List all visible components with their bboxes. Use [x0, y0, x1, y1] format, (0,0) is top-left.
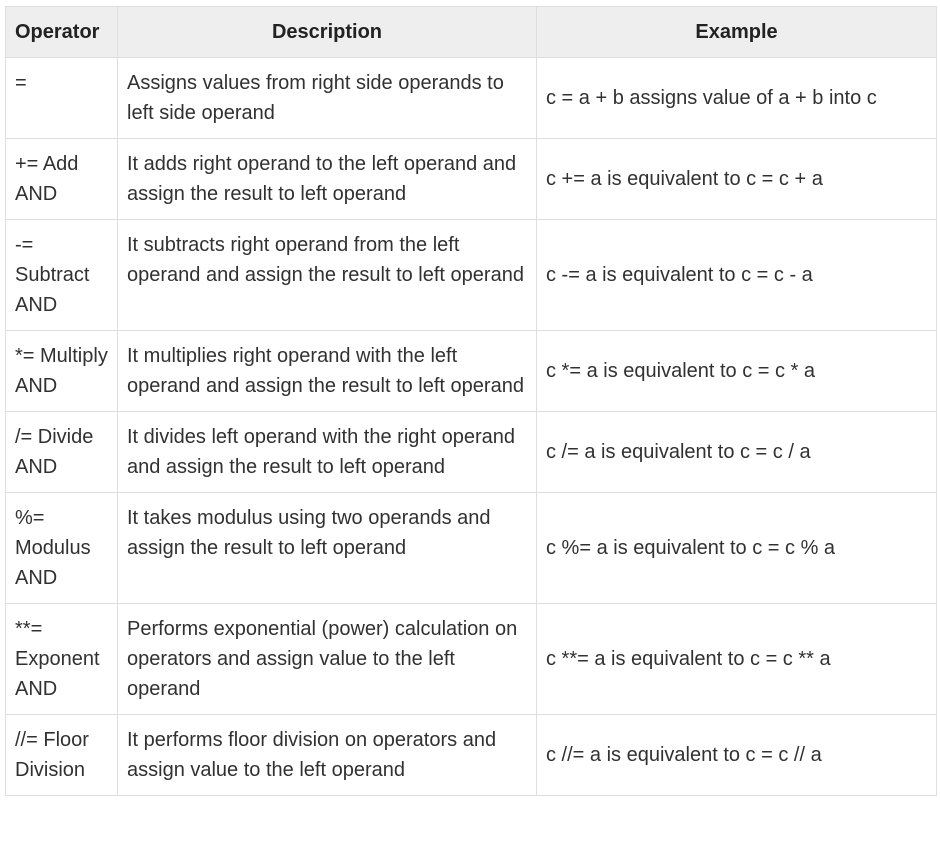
- operator-cell: **= Exponent AND: [6, 604, 118, 715]
- description-cell: Assigns values from right side operands to left side operand: [118, 58, 537, 139]
- table-row: [6, 604, 937, 715]
- description-cell: It divides left operand with the right operand and assign the result to left operand: [118, 412, 537, 493]
- header-row: [6, 7, 937, 58]
- description-cell: It multiplies right operand with the left operand and assign the result to left operand: [118, 331, 537, 412]
- operator-cell: -= Subtract AND: [6, 220, 118, 331]
- description-cell: Performs exponential (power) calculation on operators and assign value to the left operand: [118, 604, 537, 715]
- table-row: [6, 331, 937, 412]
- description-cell: It performs floor division on operators and assign value to the left operand: [118, 715, 537, 796]
- example-cell: c += a is equivalent to c = c + a: [537, 139, 937, 220]
- table-row: [6, 220, 937, 331]
- operator-cell: =: [6, 58, 118, 139]
- operator-cell: /= Divide AND: [6, 412, 118, 493]
- example-cell: c *= a is equivalent to c = c * a: [537, 331, 937, 412]
- example-cell: c = a + b assigns value of a + b into c: [537, 58, 937, 139]
- table-row: [6, 412, 937, 493]
- header-example: Example: [537, 7, 937, 58]
- description-cell: It adds right operand to the left operand and assign the result to left operand: [118, 139, 537, 220]
- table-row: [6, 493, 937, 604]
- operator-cell: += Add AND: [6, 139, 118, 220]
- table-header: [6, 7, 937, 58]
- table-row: [6, 715, 937, 796]
- operator-cell: //= Floor Division: [6, 715, 118, 796]
- description-cell: It takes modulus using two operands and assign the result to left operand: [118, 493, 537, 604]
- operator-cell: *= Multiply AND: [6, 331, 118, 412]
- header-description: Description: [118, 7, 537, 58]
- table-row: [6, 139, 937, 220]
- example-cell: c /= a is equivalent to c = c / a: [537, 412, 937, 493]
- assignment-operators-table: [5, 6, 937, 796]
- example-cell: c **= a is equivalent to c = c ** a: [537, 604, 937, 715]
- operator-cell: %= Modulus AND: [6, 493, 118, 604]
- table-row: [6, 58, 937, 139]
- description-cell: It subtracts right operand from the left operand and assign the result to left operand: [118, 220, 537, 331]
- example-cell: c %= a is equivalent to c = c % a: [537, 493, 937, 604]
- header-operator: Operator: [6, 7, 118, 58]
- table-body: [6, 58, 937, 796]
- example-cell: c -= a is equivalent to c = c - a: [537, 220, 937, 331]
- example-cell: c //= a is equivalent to c = c // a: [537, 715, 937, 796]
